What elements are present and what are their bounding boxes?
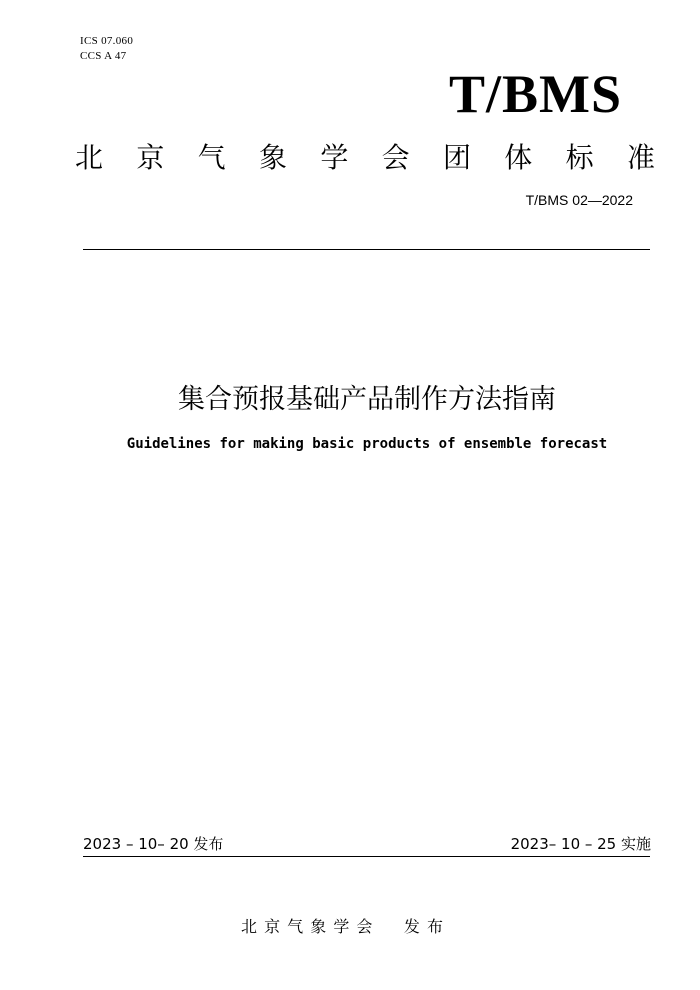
org-char: 学 [320, 141, 349, 174]
org-char: 会 [381, 141, 410, 174]
org-char: 体 [504, 141, 533, 174]
org-char: 象 [258, 141, 287, 174]
org-char: 团 [442, 141, 471, 174]
publisher: 北 京 气 象 学 会 发 布 [241, 917, 444, 936]
publish-date: 2023 – 10– 20 发布 [83, 835, 224, 853]
standard-logo: T/BMS [448, 64, 622, 124]
header-divider [83, 249, 650, 250]
org-char: 北 [75, 141, 104, 174]
organization-name [75, 140, 655, 176]
footer-divider [83, 856, 650, 857]
document-title-english: Guidelines for making basic products of ensemble forecast [126, 436, 608, 452]
org-char: 京 [136, 141, 165, 174]
ics-code: ICS 07.060 [80, 35, 134, 47]
standard-code: T/BMS 02—2022 [525, 192, 633, 208]
org-char: 准 [626, 141, 655, 174]
document-title-chinese: 集合预报基础产品制作方法指南 [178, 384, 556, 415]
org-char: 气 [197, 141, 226, 174]
implement-date: 2023– 10 – 25 实施 [510, 835, 651, 853]
org-char: 标 [565, 141, 594, 174]
ccs-code: CCS A 47 [80, 50, 127, 62]
classification-codes [80, 34, 133, 64]
